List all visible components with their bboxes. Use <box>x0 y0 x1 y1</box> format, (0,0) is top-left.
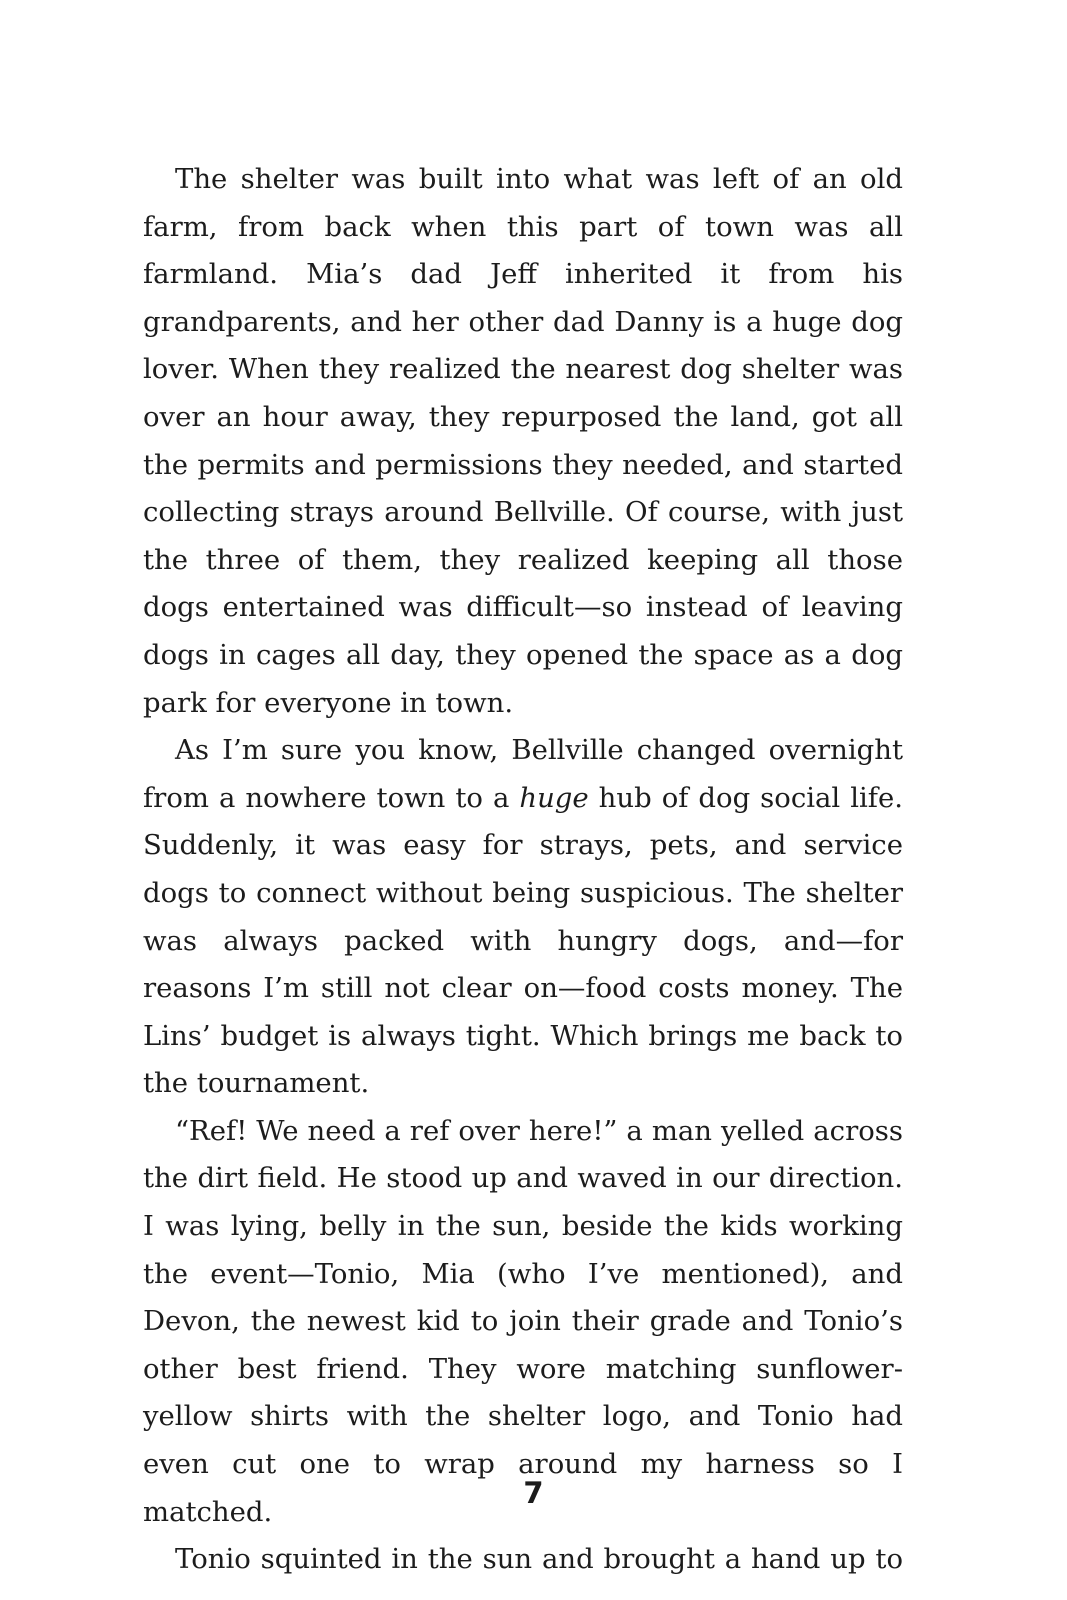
text-run: The shelter was built into what was left of an old farm, from back when this part of town was all farmland. Mia’s dad Jeff inherited it from his grandparents, and her other dad Danny is a huge dog lover. When they realized the nearest dog shelter was over an hour away, they repurposed the land, got all the permits and permissions they needed, and started collecting strays around Bellville. Of course, with just the three of them, they realized keeping all those dogs entertained was difficult—so instead of leaving dogs in cages all day, they opened the space as a dog park for everyone in town. <box>143 163 903 719</box>
paragraph <box>143 156 903 727</box>
text-run: “Ref! We need a ref over here!” a man yelled across the dirt field. He stood up and waved in our direction. I was lying, belly in the sun, beside the kids working the event—Tonio, Mia (who I’ve mentioned), and Devon, the newest kid to join their grade and Tonio’s other best friend. They wore matching sunflower-yellow shirts with the shelter logo, and Tonio had even cut one to wrap around my harness so I matched. <box>143 1114 903 1528</box>
text-run: hub of dog social life. Suddenly, it was easy for strays, pets, and service dogs to connect without being suspicious. The shelter was always packed with hungry dogs, and—for reasons I’m still not clear on—food costs money. The Lins’ budget is always tight. Which brings me back to the tournament. <box>143 781 904 1100</box>
page-number: 7 <box>523 1476 544 1510</box>
emphasis-text: huge <box>519 781 589 814</box>
paragraph <box>143 1108 903 1536</box>
text-run: As I’m sure you know, Bellville changed overnight from a nowhere town to a <box>143 734 903 814</box>
text-run: Tonio squinted in the sun and brought a hand up to <box>175 1543 903 1576</box>
paragraph <box>143 1536 903 1584</box>
paragraph <box>143 727 903 1108</box>
body-text <box>143 156 903 1584</box>
